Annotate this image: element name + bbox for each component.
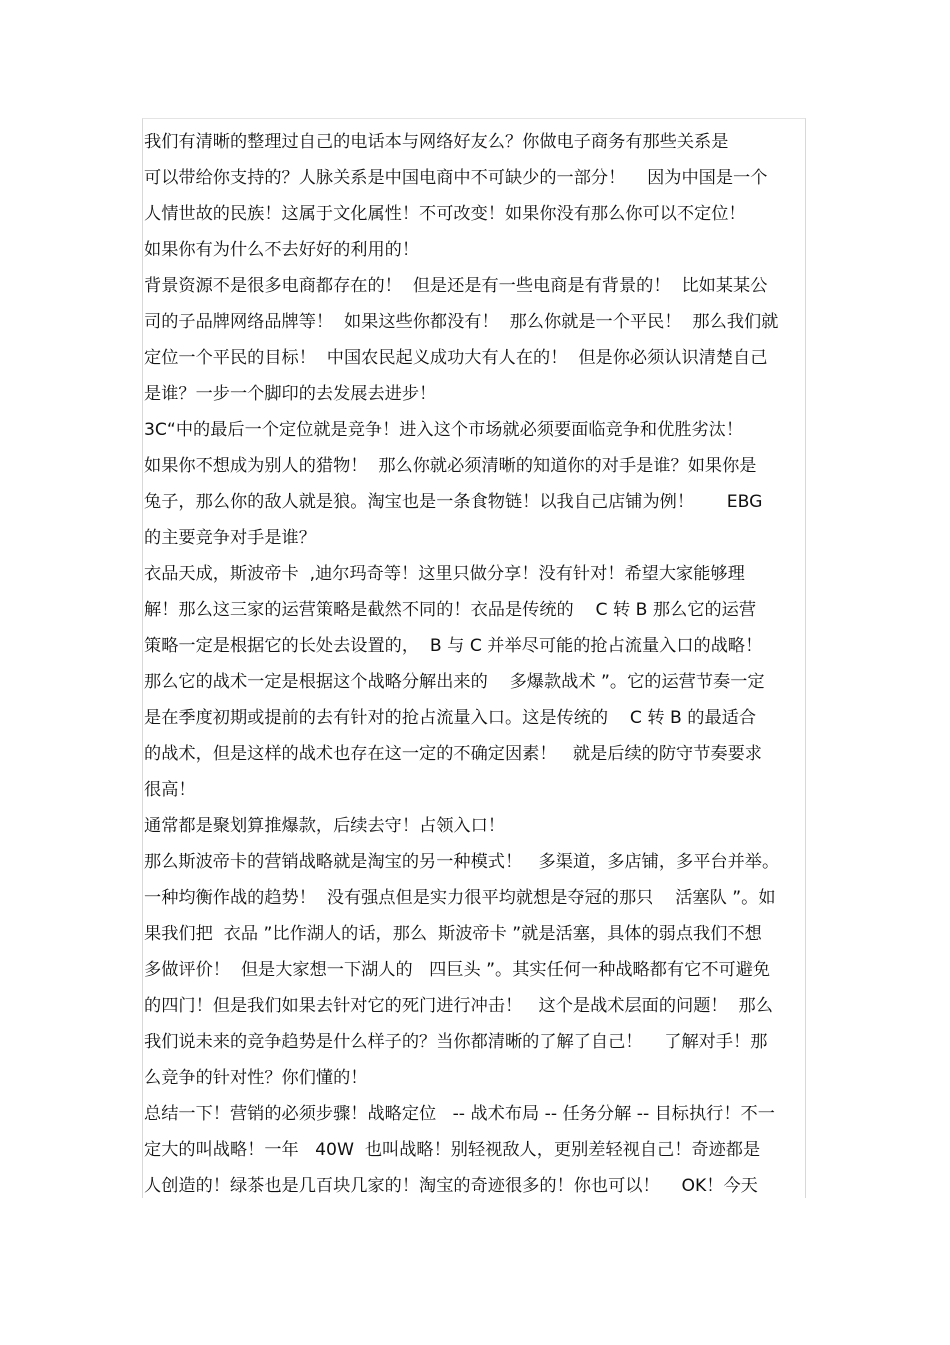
text-line: 通常都是聚划算推爆款，后续去守！占领入口！ bbox=[144, 816, 505, 836]
text-line: 的主要竞争对手是谁？ bbox=[144, 528, 316, 548]
text-line: 很高！ bbox=[144, 780, 196, 800]
text-line: 总结一下！营销的必须步骤！战略定位 -- 战术布局 -- 任务分解 -- 目标执行！不一 bbox=[144, 1104, 775, 1124]
text-line: 的战术，但是这样的战术也存在这一定的不确定因素！ 就是后续的防守节奏要求 bbox=[144, 744, 762, 764]
text-line: 果我们把 衣品 ”比作湖人的话，那么 斯波帝卡 ”就是活塞，具体的弱点我们不想 bbox=[144, 924, 762, 944]
text-line: 解！那么这三家的运营策略是截然不同的！衣品是传统的 C 转 B 那么它的运营 bbox=[144, 600, 757, 620]
text-line: 那么斯波帝卡的营销战略就是淘宝的另一种模式！ 多渠道，多店铺，多平台并举。 bbox=[144, 852, 780, 872]
text-line: 我们说未来的竞争趋势是什么样子的？当你都清晰的了解了自己！ 了解对手！那 bbox=[144, 1032, 768, 1052]
text-line: 兔子，那么你的敌人就是狼。淘宝也是一条食物链！以我自己店铺为例！ EBG bbox=[144, 492, 763, 512]
text-line: 是在季度初期或提前的去有针对的抢占流量入口。这是传统的 C 转 B 的最适合 bbox=[144, 708, 757, 728]
text-line: 如果你有为什么不去好好的利用的！ bbox=[144, 240, 420, 260]
text-line: 如果你不想成为别人的猎物！ 那么你就必须清晰的知道你的对手是谁？如果你是 bbox=[144, 456, 757, 476]
text-line: 的四门！但是我们如果去针对它的死门进行冲击！ 这个是战术层面的问题！ 那么 bbox=[144, 996, 773, 1016]
text-line: 策略一定是根据它的长处去设置的， B 与 C 并举尽可能的抢占流量入口的战略！ bbox=[144, 636, 763, 656]
text-line: 背景资源不是很多电商都存在的！ 但是还是有一些电商是有背景的！ 比如某某公 bbox=[144, 276, 768, 296]
text-line: 3C“中的最后一个定位就是竞争！进入这个市场就必须要面临竞争和优胜劣汰！ bbox=[144, 420, 744, 440]
text-line: 是谁？一步一个脚印的去发展去进步！ bbox=[144, 384, 437, 404]
text-line: 那么它的战术一定是根据这个战略分解出来的 多爆款战术 ”。它的运营节奏一定 bbox=[144, 672, 765, 692]
text-line: 定位一个平民的目标！ 中国农民起义成功大有人在的！ 但是你必须认识清楚自己 bbox=[144, 348, 768, 368]
text-line: 人创造的！绿茶也是几百块几家的！淘宝的奇迹很多的！你也可以！ OK！今天 bbox=[144, 1176, 758, 1196]
text-line: 一种均衡作战的趋势！ 没有强点但是实力很平均就想是夺冠的那只 活塞队 ”。如 bbox=[144, 888, 776, 908]
text-line: 么竞争的针对性？你们懂的！ bbox=[144, 1068, 368, 1088]
text-line: 定大的叫战略！一年 40W 也叫战略！别轻视敌人，更别差轻视自己！奇迹都是 bbox=[144, 1140, 761, 1160]
text-line: 多做评价！ 但是大家想一下湖人的 四巨头 ”。其实任何一种战略都有它不可避免 bbox=[144, 960, 771, 980]
text-line: 衣品天成，斯波帝卡 ,迪尔玛奇等！这里只做分享！没有针对！希望大家能够理 bbox=[144, 564, 745, 584]
text-line: 我们有清晰的整理过自己的电话本与网络好友么？你做电子商务有那些关系是 bbox=[144, 132, 729, 152]
text-line: 司的子品牌网络品牌等！ 如果这些你都没有！ 那么你就是一个平民！ 那么我们就 bbox=[144, 312, 779, 332]
text-line: 可以带给你支持的？人脉关系是中国电商中不可缺少的一部分！ 因为中国是一个 bbox=[144, 168, 768, 188]
text-line: 人情世故的民族！这属于文化属性！不可改变！如果你没有那么你可以不定位！ bbox=[144, 204, 746, 224]
document-body bbox=[144, 124, 808, 1204]
